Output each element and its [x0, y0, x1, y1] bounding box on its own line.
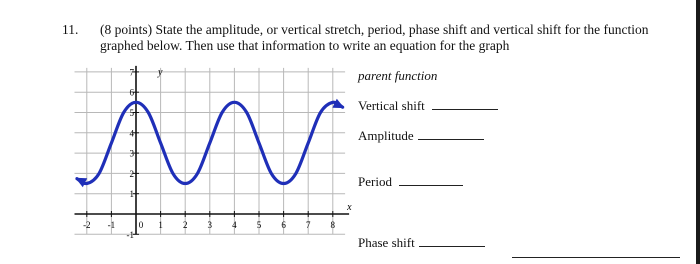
x-axis-label: x — [347, 202, 352, 213]
x-tick-label: 7 — [305, 220, 311, 230]
amplitude-row — [358, 128, 484, 144]
x-tick-label: 2 — [182, 220, 188, 230]
vertical-shift-label: Vertical shift — [358, 98, 425, 113]
x-tick-label: 6 — [281, 220, 286, 230]
screen-edge-bar — [696, 0, 700, 264]
phase-shift-row — [358, 235, 485, 251]
y-tick-label: 4 — [129, 128, 134, 139]
y-tick-label: 5 — [129, 108, 134, 118]
y-tick-label: 3 — [129, 148, 134, 159]
x-tick-label: 4 — [232, 220, 237, 230]
question-number: 11. — [62, 22, 79, 37]
y-tick-label: 6 — [129, 87, 134, 98]
x-tick-label: 5 — [256, 220, 262, 230]
amplitude-label: Amplitude — [358, 128, 414, 143]
vertical-shift-row — [358, 98, 498, 114]
y-axis-label: y — [158, 66, 163, 78]
y-tick-label: 2 — [129, 168, 134, 179]
period-row — [358, 174, 463, 190]
period-blank[interactable] — [399, 175, 463, 186]
y-tick-label: 7 — [129, 67, 134, 78]
question-text: (8 points) State the amplitude, or vertical stretch, period, phase shift and vertical shift for the function graphed below. Then use that information to write an equation for the graph — [100, 22, 649, 53]
y-tick-label: -1 — [126, 229, 134, 240]
vertical-shift-blank[interactable] — [432, 99, 498, 110]
period-label: Period — [358, 174, 392, 189]
x-tick-label: 8 — [330, 220, 336, 230]
x-tick-label: 1 — [158, 220, 163, 230]
parent-function-label: parent function — [358, 68, 438, 83]
equation-answer-line[interactable] — [512, 257, 680, 258]
x-tick-label: -1 — [107, 220, 116, 230]
amplitude-blank[interactable] — [418, 129, 484, 140]
sine-graph — [83, 60, 352, 258]
x-tick-label: 3 — [207, 220, 213, 230]
phase-shift-label: Phase shift — [358, 235, 415, 250]
phase-shift-blank[interactable] — [419, 236, 485, 247]
y-tick-label: 1 — [129, 189, 134, 200]
x-tick-label: 0 — [138, 220, 144, 230]
x-tick-label: -2 — [83, 220, 91, 230]
